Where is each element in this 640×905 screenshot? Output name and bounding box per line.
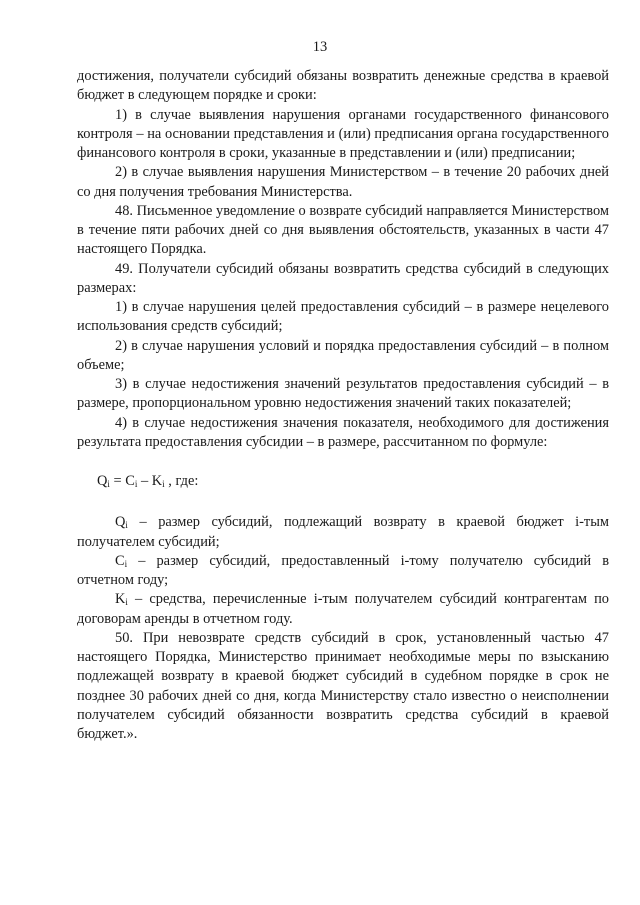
paragraph-49-item-2: 2) в случае нарушения условий и порядка предоставления субсидий – в полном объеме; [77,337,609,373]
page-number: 13 [312,39,328,55]
formula-c: C [125,473,135,489]
paragraph-49-item-3: 3) в случае недостижения значений результатов предоставления субсидий – в размере, пропорциональном уровню недостижения значений таких показателей; [77,376,609,412]
paragraph-item-1: 1) в случае выявления нарушения органами государственного финансового контроля – на основании представления и (или) предписания органа государственного финансового контроля в сроки, указанные в представлении и (или) предписании; [77,106,609,161]
formula-minus: – [137,473,152,489]
definition-subscript: i [124,558,128,569]
paragraph-section-48: 48. Письменное уведомление о возврате субсидий направляется Министерством в течение пяти рабочих дней со дня выявления обстоятельств, указанных в части 47 настоящего Порядка. [77,202,609,258]
document-body [77,67,609,744]
definition-symbol: C [115,552,125,569]
formula-k-subscript: i [162,479,165,489]
definition-text: – средства, перечисленные i-тым получателем субсидий контрагентам по договорам аренды в отчетном году. [77,591,609,627]
formula-equals: = [109,473,126,489]
formula-q: Q [97,473,108,489]
paragraph-item-2: 2) в случае выявления нарушения Министерством – в течение 20 рабочих дней со дня получения требования Министерства. [77,164,609,200]
formula-c-subscript: i [134,479,138,489]
formula-tail: , где: [164,473,199,489]
definition-q [77,513,609,552]
definition-c [77,552,609,591]
definition-text: – размер субсидий, подлежащий возврату в краевой бюджет i-тым получателем субсидий; [77,514,609,550]
definition-subscript: i [125,520,128,531]
paragraph-section-50: 50. При невозврате средств субсидий в срок, установленный частью 47 настоящего Порядка, Министерство принимает необходимые меры по взысканию подлежащей возврату в краевой бюджет субсидий в судебном порядке в срок не позднее 30 рабочих дней со дня, когда Министерству стало известно о неисполнении получателем субсидий обязанности возвратить средства субсидий в краевой бюджет.». [77,629,609,742]
paragraph-continuation: достижения, получатели субсидий обязаны возвратить денежные средства в краевой бюджет в следующем порядке и сроки: [77,68,609,104]
formula-k: K [151,473,163,489]
formula [77,472,609,491]
paragraph-49-item-1: 1) в случае нарушения целей предоставления субсидий – в размере нецелевого использования средств субсидий; [77,299,609,335]
definition-symbol: Q [115,514,126,531]
definition-symbol: K [115,591,126,608]
definition-subscript: i [125,597,128,608]
paragraph-section-49: 49. Получатели субсидий обязаны возвратить средства субсидий в следующих размерах: [77,260,609,296]
formula-q-subscript: i [107,479,110,489]
definition-text: – размер субсидий, предоставленный i-тому получателю субсидий в отчетном году; [77,552,609,588]
definition-k [77,590,609,629]
paragraph-49-item-4: 4) в случае недостижения значения показателя, необходимого для достижения результата предоставления субсидии – в размере, рассчитанном по формуле: [77,414,609,450]
